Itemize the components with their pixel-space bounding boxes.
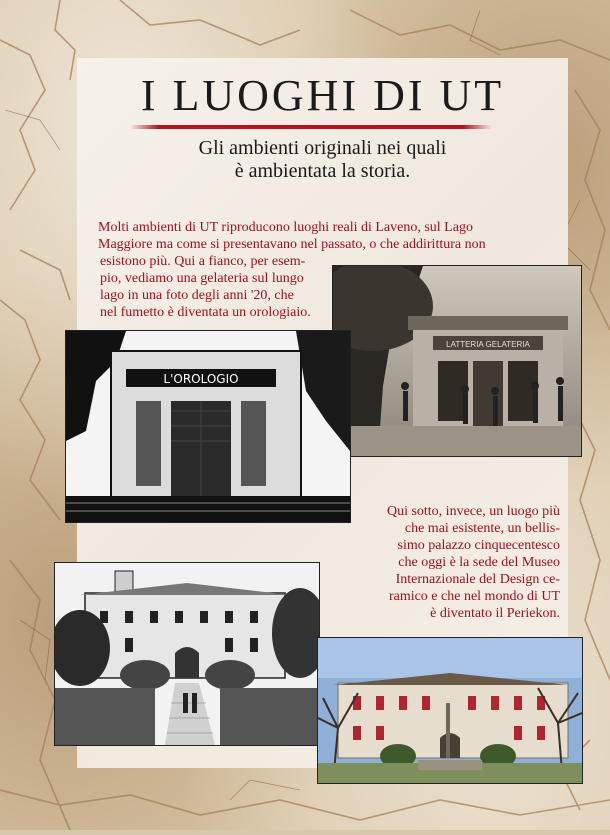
comic-orologio-drawing <box>65 330 351 523</box>
subtitle-line-1: Gli ambienti originali nei quali <box>198 137 447 159</box>
gelateria-sign-text: LATTERIA GELATERIA <box>446 340 530 349</box>
paragraph-palazzo-line-3: simo palazzo cinquecentesco <box>397 538 560 553</box>
paragraph-intro-line-5: lago in una foto degli anni '20, che <box>100 288 294 303</box>
photo-palazzo-real <box>317 637 583 784</box>
page-title: I LUOGHI DI UT <box>140 71 505 120</box>
paragraph-palazzo-line-4: che oggi è la sede del Museo <box>398 555 560 570</box>
paragraph-palazzo <box>360 503 560 622</box>
paragraph-intro-line-3: esistono più. Qui a fianco, per esem- <box>100 254 306 269</box>
paragraph-intro-continued <box>100 253 335 321</box>
orologio-sign-text: L'OROLOGIO <box>163 372 239 386</box>
paragraph-intro <box>98 219 553 253</box>
paragraph-palazzo-line-6: ramico e che nel mondo di UT <box>388 589 560 604</box>
paragraph-intro-line-1: Molti ambienti di UT riproducono luoghi reali di Laveno, sul Lago <box>98 220 473 235</box>
photo-gelateria-vintage <box>332 265 582 457</box>
subtitle-line-2: è ambientata la storia. <box>234 160 411 182</box>
paragraph-intro-line-4: pio, vediamo una gelateria sul lungo <box>100 271 304 286</box>
paragraph-palazzo-line-1: Qui sotto, invece, un luogo più <box>386 504 560 519</box>
paragraph-palazzo-line-7: è diventato il Periekon. <box>430 606 560 621</box>
paragraph-intro-line-2: Maggiore ma come si presentavano nel passato, o che addirittura non <box>98 237 486 252</box>
title-underline <box>130 125 492 129</box>
paragraph-palazzo-line-5: Internazionale del Design ce- <box>395 572 560 587</box>
paragraph-palazzo-line-2: che mai esistente, un bellis- <box>404 521 560 536</box>
subtitle <box>100 137 545 183</box>
paragraph-intro-line-6: nel fumetto è diventata un orologiaio. <box>100 305 311 320</box>
comic-palazzo-drawing <box>54 562 320 746</box>
